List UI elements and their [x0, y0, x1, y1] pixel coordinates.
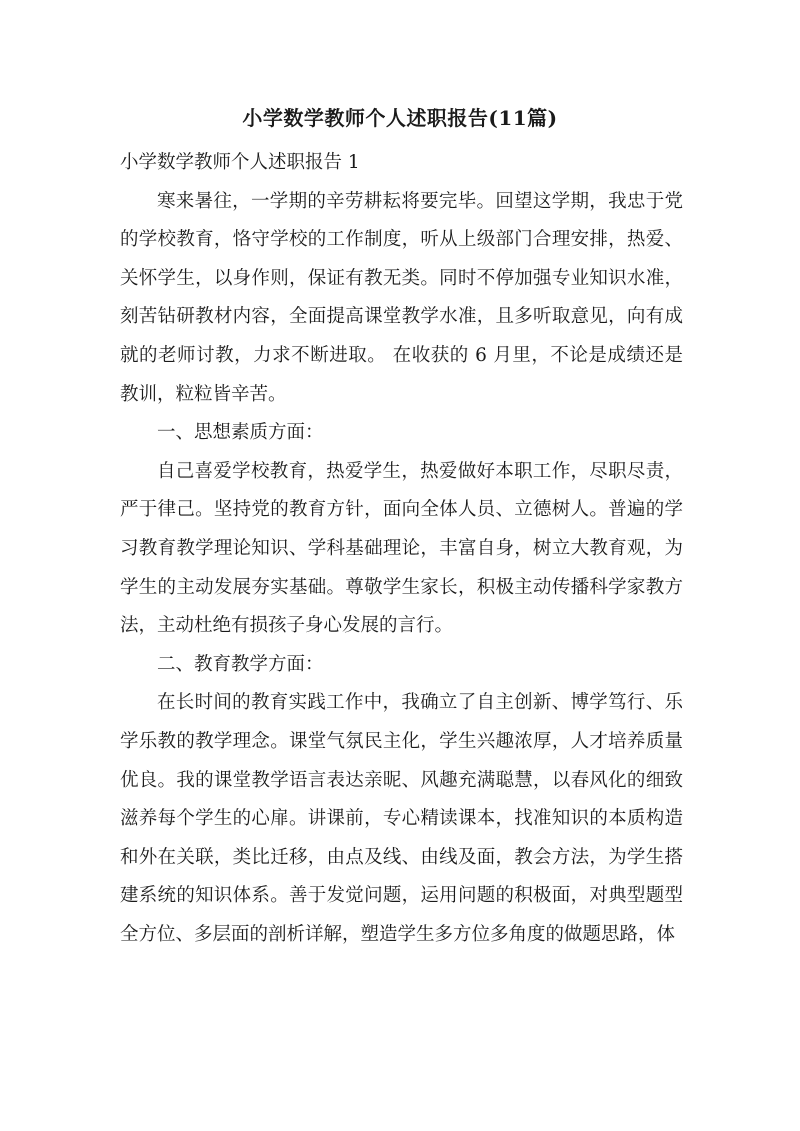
section-heading-teaching: 二、教育教学方面： [157, 653, 324, 675]
document-body [120, 144, 683, 954]
paragraph-intro: 寒来暑往，一学期的辛劳耕耘将要完毕。回望这学期，我忠于党的学校教育，恪守学校的工作制度，听从上级部门合理安排，热爱、关怀学生，以身作则，保证有教无类。同时不停加强专业知识水准，刻苦钻研教材内容，全面提高课堂教学水准，且多听取意见，向有成就的老师讨教，力求不断进取。 在收获的 6 月里，不论是成绩还是教训，粒粒皆辛苦。 [120, 190, 683, 405]
section-heading-ideology: 一、思想素质方面： [157, 422, 324, 444]
document-title: 小学数学教师个人述职报告(11篇) [242, 106, 558, 130]
paragraph-ideology: 自己喜爱学校教育，热爱学生，热爱做好本职工作，尽职尽责，严于律己。坚持党的教育方针，面向全体人员、立德树人。普遍的学习教育教学理论知识、学科基础理论，丰富自身，树立大教育观，为学生的主动发展夯实基础。尊敬学生家长，积极主动传播科学家教方法，主动杜绝有损孩子身心发展的言行。 [120, 460, 683, 637]
report-subtitle: 小学数学教师个人述职报告 1 [120, 152, 360, 173]
paragraph-teaching: 在长时间的教育实践工作中，我确立了自主创新、博学笃行、乐学乐教的教学理念。课堂气氛民主化，学生兴趣浓厚，人才培养质量优良。我的课堂教学语言表达亲昵、风趣充满聪慧，以春风化的细致滋养每个学生的心扉。讲课前，专心精读课本，找准知识的本质构造和外在关联，类比迁移，由点及线、由线及面，教会方法，为学生搭建系统的知识体系。善于发觉问题，运用问题的积极面，对典型题型全方位、多层面的剖析详解，塑造学生多方位多角度的做题思路，体 [120, 692, 683, 945]
